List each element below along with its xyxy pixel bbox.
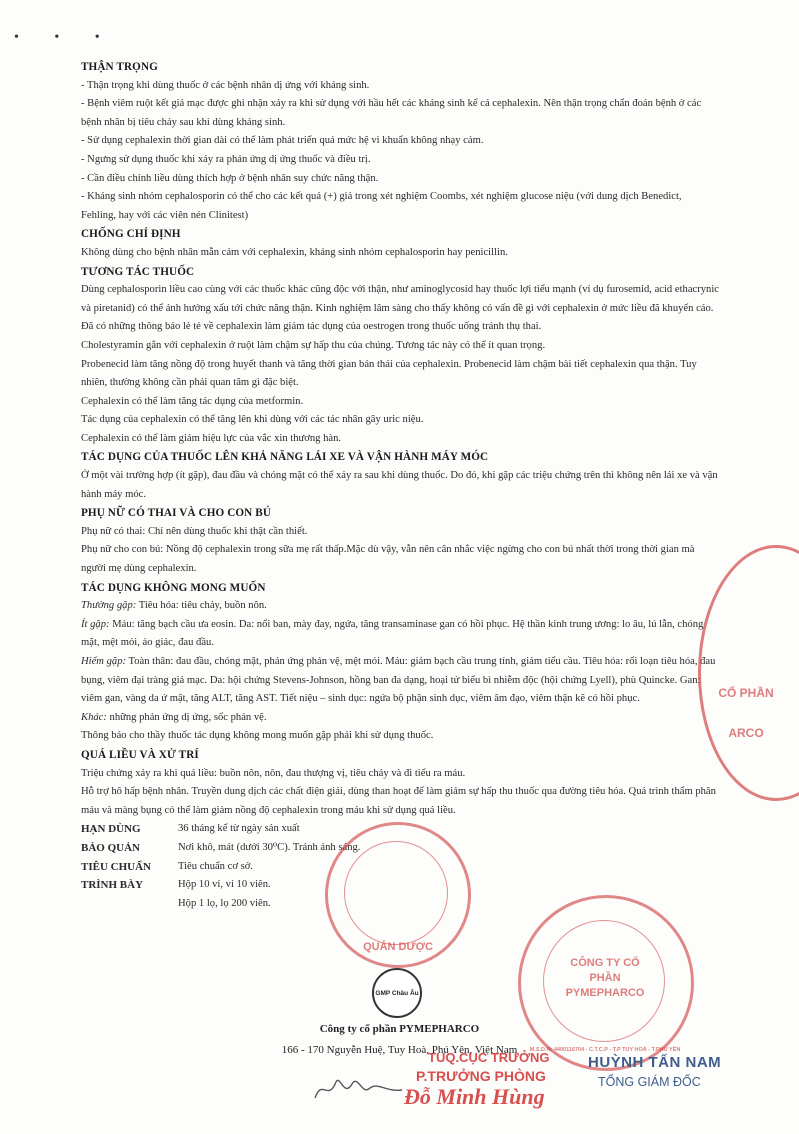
company-stamp-ring-text: M.S.D.N: 4400116704 - C.T.C.P - T.P TUY HOÀ - T.PHÚ YÊN [529,1047,681,1053]
handwritten-signature [310,1068,410,1108]
side-effect-text: những phản ứng dị ứng, sốc phản vệ. [106,711,267,723]
side-effect-text: Máu: tăng bạch cầu ưa eosin. Da: nổi ban, mày đay, ngứa, tăng transaminase gan có hồi phục. Hệ thần kinh trung ương: lo âu, lú lẫn, chóng mặt, mệt mỏi, ảo giác, đau đầu. [81,618,704,649]
overdose-line: Triệu chứng xảy ra khi quá liều: buồn nôn, nôn, đau thượng vị, tiêu chảy và đi tiểu ra máu. [81,767,466,779]
precautions-line: - Bệnh viêm ruột kết giả mạc được ghi nhận xảy ra khi sử dụng với hầu hết các kháng sinh kể cả cephalexin. Nên thận trọng chẩn đoán bệnh ở các bệnh nhân bị tiêu chảy sau khi dùng kháng sinh. [81,98,702,128]
precautions-line: - Thận trọng khi dùng thuốc ở các bệnh nhân dị ứng với kháng sinh. [81,79,370,91]
interactions-line: Tác dụng của cephalexin có thể tăng lên khi dùng với các tác nhân gây uric niệu. [81,414,424,426]
company-name: Công ty cổ phần PYMEPHARCO [319,1023,480,1035]
company-address: 166 - 170 Nguyễn Huệ, Tuy Hoà, Phú Yên, Việt Nam [281,1044,518,1056]
spec-value: Tiêu chuẩn cơ sở. [178,860,253,872]
spec-label: BẢO QUẢN [81,841,140,854]
interactions-title: TƯƠNG TÁC THUỐC [81,265,195,278]
signature-right-title: TỔNG GIÁM ĐỐC [598,1075,701,1089]
spec-label: HẠN DÙNG [81,823,141,836]
spec-value: 36 tháng kể từ ngày sản xuất [178,823,300,835]
overdose-title: QUÁ LIỀU VÀ XỬ TRÍ [81,748,199,761]
stamp-inner-ring [344,841,448,945]
precautions-line: - Sử dụng cephalexin thời gian dài có thể làm phát triển quá mức hệ vi khuẩn không nhạy cảm. [81,135,484,147]
side-effect-label: Khác: [81,711,107,723]
spec-value: Hộp 1 lọ, lọ 200 viên. [178,897,271,909]
interactions-line: Cephalexin có thể làm tăng tác dụng của metformin. [81,395,304,407]
spec-value: Nơi khô, mát (dưới 30⁰C). Tránh ánh sáng. [178,841,361,853]
leaflet-content [81,58,719,913]
driving-line: Ở một vài trường hợp (ít gặp), đau đầu và chóng mặt có thể xảy ra sau khi dùng thuốc. Do đó, khi gặp các triệu chứng trên thì không nên lái xe và vận hành máy móc. [81,470,718,500]
gmp-logo-text: GMP Châu Âu [375,989,419,997]
edge-stamp-text: CỔ PHẦN ARCO [718,686,774,740]
gmp-logo [372,968,422,1018]
driving-title: TÁC DỤNG CỦA THUỐC LÊN KHẢ NĂNG LÁI XE VÀ VẬN HÀNH MÁY MÓC [81,451,489,464]
interactions-line: Cholestyramin gắn với cephalexin ở ruột làm chậm sự hấp thu của chúng. Tương tác này có thể ít quan trọng. [81,339,546,351]
spec-label: TIÊU CHUẨN [81,860,151,873]
side-effect-text: Tiêu hóa: tiêu chảy, buồn nôn. [136,600,267,612]
interactions-line: Dùng cephalosporin liều cao cùng với các thuốc khác cũng độc với thận, như aminoglycosid hay thuốc lợi tiểu mạnh (ví dụ furosemid, acid ethacrynic và piretanid) có thể ảnh hưởng xấu tới chức năng thận. Kinh nghiệm lâm sàng cho thấy không có vấn đề gì với cephalexin ở mức liều đã khuyến cáo. [81,284,719,314]
signature-left-name: Đỗ Minh Hùng [404,1084,545,1109]
precautions-line: - Ngưng sử dụng thuốc khi xảy ra phản ứng dị ứng thuốc và điều trị. [81,153,371,165]
pregnancy-line: Phụ nữ có thai: Chỉ nên dùng thuốc khi thật cần thiết. [81,525,308,537]
spec-value: Hộp 10 vỉ, vỉ 10 viên. [178,879,271,891]
company-stamp-text: CÔNG TY CỔ PHẦN PYMEPHARCO [565,957,645,999]
side-effects-note: Thông báo cho thầy thuốc tác dụng không mong muốn gặp phải khi sử dụng thuốc. [81,730,434,742]
signature-left-title-2: P.TRƯỞNG PHÒNG [416,1068,546,1084]
contraindications-title: CHỐNG CHỈ ĐỊNH [81,228,181,241]
precautions-title: THẬN TRỌNG [81,61,158,73]
overdose-line: Hỗ trợ hô hấp bệnh nhân. Truyền dung dịch các chất điện giải, dùng than hoạt để làm giảm sự hấp thu thuốc qua đường tiêu hóa. Quá trình thẩm phân máu và màng bụng có thể làm giảm nồng độ cephalexin trong máu khi sử dụng quá liều. [81,786,716,816]
side-effect-item [81,709,719,728]
interactions-line: Đã có những thông báo lẻ tẻ về cephalexin làm giảm tác dụng của oestrogen trong thuốc uống tránh thụ thai. [81,321,542,333]
precautions-line: - Cần điều chỉnh liều dùng thích hợp ở bệnh nhân suy chức năng thận. [81,172,379,184]
scan-dots: • • • [14,30,116,45]
interactions-line: Cephalexin có thể làm giảm hiệu lực của vắc xin thương hàn. [81,432,342,444]
department-stamp [325,822,471,968]
interactions-line: Probenecid làm tăng nồng độ trong huyết thanh và tăng thời gian bán thải của cephalexin. Probenecid làm chậm bài tiết cephalexin qua thận. Tuy nhiên, thường không cần phải quan tâm gì đặc biệt. [81,358,697,389]
side-effect-item [81,653,719,709]
contraindications-line: Không dùng cho bệnh nhân mẫn cảm với cephalexin, kháng sinh nhóm cephalosporin hay penicillin. [81,246,508,258]
pregnancy-title: PHỤ NỮ CÓ THAI VÀ CHO CON BÚ [81,507,271,520]
company-stamp [518,895,694,1071]
pregnancy-line: Phụ nữ cho con bú: Nồng độ cephalexin trong sữa mẹ rất thấp.Mặc dù vậy, vẫn nên cân nhắc việc ngừng cho con bú nhất thời trong thời gian mà người mẹ dùng cephalexin. [81,544,695,575]
signature-left-title-1: TUQ.CỤC TRƯỞNG [428,1050,550,1065]
side-effect-label: Thường gặp: [81,600,137,612]
side-effect-item [81,616,719,653]
side-effect-item [81,597,719,616]
signature-right-name: HUỲNH TẤN NAM [588,1054,722,1071]
side-effect-text: Toàn thân: đau đầu, chóng mặt, phản ứng phản vệ, mệt mỏi. Máu: giảm bạch cầu trung tính, giảm tiểu cầu. Tiêu hóa: rối loạn tiêu hóa, đau bụng, viêm đại tràng giả mạc. Da: hội chứng Stevens-Johnson, hồng ban đa dạng, hoại tử biểu bì nhiễm độc (hội chứng Lyell), phù Quincke. Gan: viêm gan, vàng da ứ mật, tăng ALT, tăng AST. Tiết niệu – sinh dục: ngứa bộ phận sinh dục, viêm âm đạo, viêm thận kẽ có hồi phục. [81,656,716,705]
side-effect-label: Hiếm gặp: [81,656,127,667]
precautions-line: - Kháng sinh nhóm cephalosporin có thể cho các kết quả (+) giả trong xét nghiệm Coombs, xét nghiệm glucose niệu (với dung dịch Benedict, Fehling, hay với các viên nén Clinitest) [81,191,682,221]
spec-label: TRÌNH BÀY [81,879,144,892]
side-effect-label: Ít gặp: [81,618,110,630]
stamp-text: QUẢN DƯỢC [363,941,433,953]
side-effects-title: TÁC DỤNG KHÔNG MONG MUỐN [81,581,266,594]
